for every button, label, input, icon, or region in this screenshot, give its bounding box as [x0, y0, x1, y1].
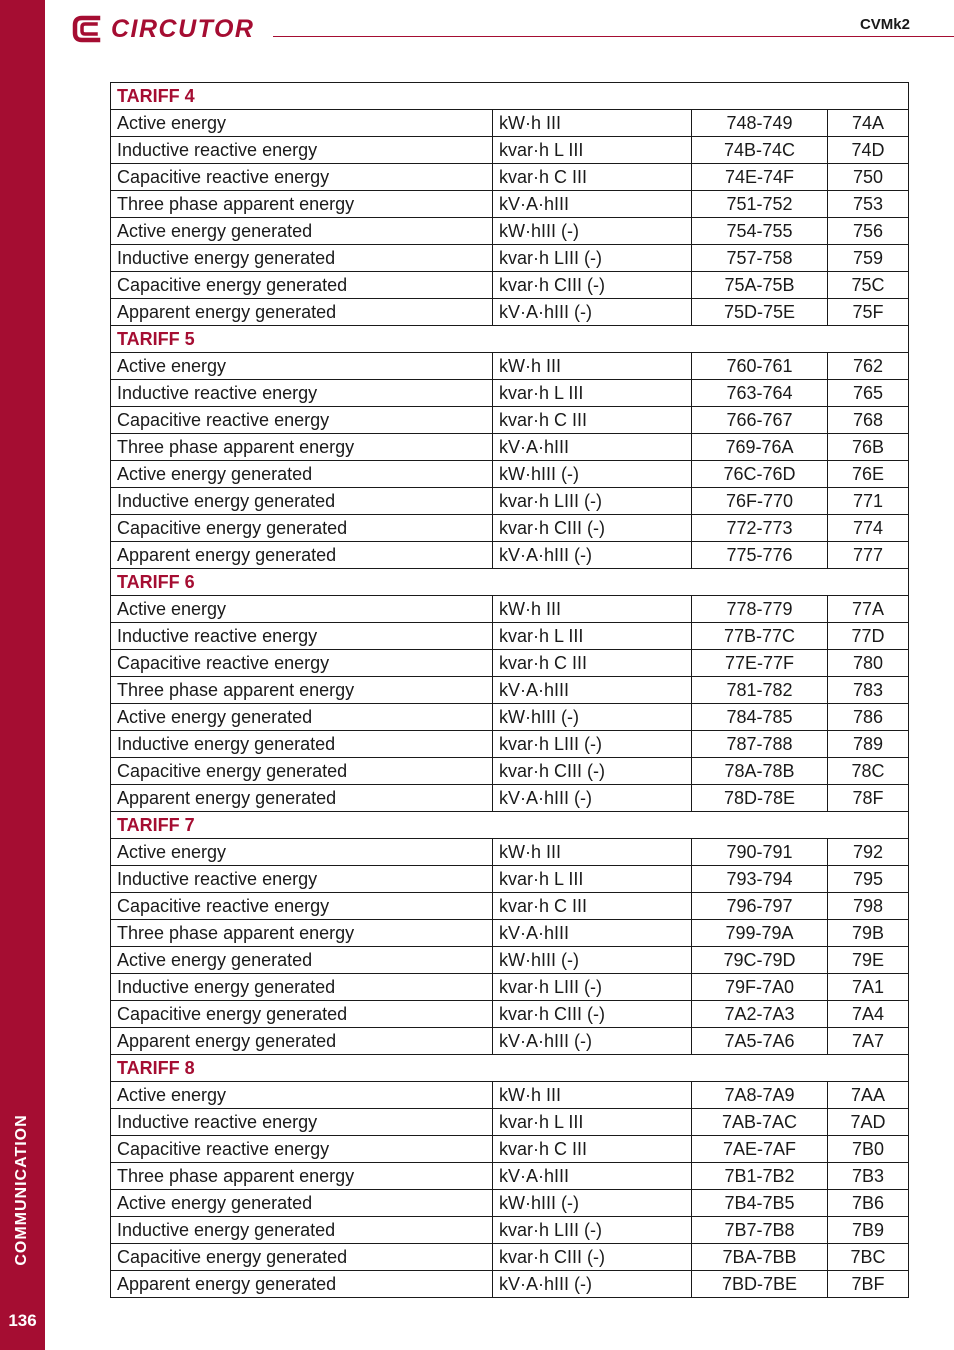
variable-name: Active energy [111, 1082, 493, 1109]
variable-name: Capacitive energy generated [111, 1244, 493, 1271]
modbus-register-table [110, 82, 909, 1298]
variable-name: Active energy [111, 839, 493, 866]
instant-address: 79C-79D [692, 947, 828, 974]
instant-address: 75A-75B [692, 272, 828, 299]
variable-name: Three phase apparent energy [111, 677, 493, 704]
unit: kV·A·hIII (-) [493, 542, 692, 569]
page-number: 136 [8, 1311, 37, 1330]
variable-name: Inductive reactive energy [111, 1109, 493, 1136]
variable-name: Inductive energy generated [111, 245, 493, 272]
table-row [111, 839, 909, 866]
variable-name: Apparent energy generated [111, 1028, 493, 1055]
header-rule [273, 36, 954, 37]
max-address: 76B [828, 434, 909, 461]
instant-address: 78D-78E [692, 785, 828, 812]
max-address: 777 [828, 542, 909, 569]
max-address: 7AA [828, 1082, 909, 1109]
unit: kvar·h C III [493, 650, 692, 677]
variable-name: Capacitive energy generated [111, 758, 493, 785]
variable-name: Active energy generated [111, 947, 493, 974]
tariff-title: TARIFF 5 [111, 326, 909, 353]
unit: kvar·h L III [493, 866, 692, 893]
instant-address: 7B7-7B8 [692, 1217, 828, 1244]
max-address: 77D [828, 623, 909, 650]
tariff-header-row [111, 83, 909, 110]
unit: kW·h III [493, 353, 692, 380]
table-row [111, 272, 909, 299]
variable-name: Capacitive energy generated [111, 1001, 493, 1028]
unit: kW·hIII (-) [493, 218, 692, 245]
variable-name: Inductive reactive energy [111, 623, 493, 650]
max-address: 798 [828, 893, 909, 920]
instant-address: 787-788 [692, 731, 828, 758]
unit: kV·A·hIII [493, 920, 692, 947]
max-address: 771 [828, 488, 909, 515]
instant-address: 7A5-7A6 [692, 1028, 828, 1055]
max-address: 774 [828, 515, 909, 542]
instant-address: 7BA-7BB [692, 1244, 828, 1271]
max-address: 7B3 [828, 1163, 909, 1190]
max-address: 750 [828, 164, 909, 191]
table-row [111, 920, 909, 947]
variable-name: Apparent energy generated [111, 299, 493, 326]
instant-address: 799-79A [692, 920, 828, 947]
unit: kW·hIII (-) [493, 1190, 692, 1217]
instant-address: 79F-7A0 [692, 974, 828, 1001]
instant-address: 775-776 [692, 542, 828, 569]
instant-address: 790-791 [692, 839, 828, 866]
table-row [111, 1271, 909, 1298]
max-address: 783 [828, 677, 909, 704]
table-row [111, 191, 909, 218]
max-address: 7B9 [828, 1217, 909, 1244]
variable-name: Three phase apparent energy [111, 1163, 493, 1190]
unit: kvar·h LIII (-) [493, 1217, 692, 1244]
instant-address: 74E-74F [692, 164, 828, 191]
unit: kvar·h CIII (-) [493, 1244, 692, 1271]
unit: kvar·h C III [493, 407, 692, 434]
instant-address: 76F-770 [692, 488, 828, 515]
table-row [111, 515, 909, 542]
table-row [111, 650, 909, 677]
table-row [111, 731, 909, 758]
unit: kvar·h L III [493, 1109, 692, 1136]
table-row [111, 866, 909, 893]
table-row [111, 1217, 909, 1244]
instant-address: 793-794 [692, 866, 828, 893]
table-row [111, 1109, 909, 1136]
variable-name: Capacitive reactive energy [111, 407, 493, 434]
instant-address: 754-755 [692, 218, 828, 245]
max-address: 765 [828, 380, 909, 407]
variable-name: Apparent energy generated [111, 785, 493, 812]
instant-address: 7B1-7B2 [692, 1163, 828, 1190]
table-row [111, 1163, 909, 1190]
max-address: 79B [828, 920, 909, 947]
instant-address: 74B-74C [692, 137, 828, 164]
unit: kvar·h LIII (-) [493, 974, 692, 1001]
tariff-title: TARIFF 4 [111, 83, 909, 110]
variable-name: Inductive energy generated [111, 1217, 493, 1244]
unit: kvar·h CIII (-) [493, 1001, 692, 1028]
instant-address: 781-782 [692, 677, 828, 704]
unit: kvar·h CIII (-) [493, 758, 692, 785]
max-address: 780 [828, 650, 909, 677]
variable-name: Inductive energy generated [111, 731, 493, 758]
sidebar [0, 0, 45, 1350]
max-address: 756 [828, 218, 909, 245]
instant-address: 766-767 [692, 407, 828, 434]
instant-address: 7BD-7BE [692, 1271, 828, 1298]
table-row [111, 1028, 909, 1055]
instant-address: 76C-76D [692, 461, 828, 488]
table-row [111, 164, 909, 191]
variable-name: Active energy generated [111, 218, 493, 245]
table-row [111, 461, 909, 488]
instant-address: 763-764 [692, 380, 828, 407]
variable-name: Active energy generated [111, 1190, 493, 1217]
variable-name: Capacitive reactive energy [111, 893, 493, 920]
unit: kvar·h CIII (-) [493, 515, 692, 542]
unit: kvar·h L III [493, 380, 692, 407]
unit: kV·A·hIII [493, 191, 692, 218]
tariff-header-row [111, 812, 909, 839]
unit: kW·h III [493, 839, 692, 866]
variable-name: Apparent energy generated [111, 542, 493, 569]
instant-address: 769-76A [692, 434, 828, 461]
instant-address: 7A2-7A3 [692, 1001, 828, 1028]
max-address: 75C [828, 272, 909, 299]
variable-name: Capacitive energy generated [111, 515, 493, 542]
variable-name: Inductive reactive energy [111, 137, 493, 164]
max-address: 7B0 [828, 1136, 909, 1163]
table-row [111, 1244, 909, 1271]
instant-address: 778-779 [692, 596, 828, 623]
unit: kV·A·hIII [493, 434, 692, 461]
variable-name: Active energy generated [111, 461, 493, 488]
max-address: 762 [828, 353, 909, 380]
unit: kvar·h C III [493, 164, 692, 191]
unit: kvar·h C III [493, 1136, 692, 1163]
max-address: 795 [828, 866, 909, 893]
instant-address: 7A8-7A9 [692, 1082, 828, 1109]
tariff-header-row [111, 326, 909, 353]
max-address: 7A1 [828, 974, 909, 1001]
table-row [111, 137, 909, 164]
circutor-logo-icon [71, 13, 105, 45]
table-row [111, 758, 909, 785]
instant-address: 772-773 [692, 515, 828, 542]
unit: kV·A·hIII [493, 677, 692, 704]
table-row [111, 110, 909, 137]
table-row [111, 1190, 909, 1217]
variable-name: Active energy [111, 110, 493, 137]
max-address: 789 [828, 731, 909, 758]
unit: kV·A·hIII (-) [493, 1028, 692, 1055]
unit: kV·A·hIII (-) [493, 1271, 692, 1298]
unit: kV·A·hIII (-) [493, 299, 692, 326]
unit: kvar·h CIII (-) [493, 272, 692, 299]
table-row [111, 488, 909, 515]
unit: kV·A·hIII [493, 1163, 692, 1190]
instant-address: 7AE-7AF [692, 1136, 828, 1163]
variable-name: Capacitive reactive energy [111, 164, 493, 191]
max-address: 76E [828, 461, 909, 488]
tariff-title: TARIFF 6 [111, 569, 909, 596]
max-address: 74D [828, 137, 909, 164]
unit: kvar·h L III [493, 623, 692, 650]
instant-address: 7AB-7AC [692, 1109, 828, 1136]
max-address: 7BC [828, 1244, 909, 1271]
variable-name: Capacitive reactive energy [111, 650, 493, 677]
table-row [111, 218, 909, 245]
table-row [111, 704, 909, 731]
variable-name: Inductive energy generated [111, 974, 493, 1001]
variable-name: Active energy generated [111, 704, 493, 731]
table-row [111, 623, 909, 650]
tariff-title: TARIFF 8 [111, 1055, 909, 1082]
unit: kW·h III [493, 596, 692, 623]
section-label: COMMUNICATION [13, 1114, 30, 1266]
unit: kW·h III [493, 1082, 692, 1109]
unit: kvar·h C III [493, 893, 692, 920]
variable-name: Capacitive energy generated [111, 272, 493, 299]
instant-address: 796-797 [692, 893, 828, 920]
instant-address: 748-749 [692, 110, 828, 137]
instant-address: 760-761 [692, 353, 828, 380]
brand-name: CIRCUTOR [111, 14, 255, 43]
table-row [111, 299, 909, 326]
max-address: 75F [828, 299, 909, 326]
variable-name: Inductive reactive energy [111, 380, 493, 407]
max-address: 792 [828, 839, 909, 866]
instant-address: 78A-78B [692, 758, 828, 785]
unit: kV·A·hIII (-) [493, 785, 692, 812]
table-row [111, 1082, 909, 1109]
table-row [111, 1136, 909, 1163]
max-address: 77A [828, 596, 909, 623]
table-row [111, 353, 909, 380]
unit: kvar·h L III [493, 137, 692, 164]
tariff-title: TARIFF 7 [111, 812, 909, 839]
unit: kvar·h LIII (-) [493, 245, 692, 272]
max-address: 768 [828, 407, 909, 434]
brand-logo [71, 13, 254, 45]
tariff-header-row [111, 1055, 909, 1082]
table-row [111, 245, 909, 272]
instant-address: 77B-77C [692, 623, 828, 650]
max-address: 7BF [828, 1271, 909, 1298]
tariff-header-row [111, 569, 909, 596]
unit: kW·hIII (-) [493, 947, 692, 974]
variable-name: Active energy [111, 596, 493, 623]
variable-name: Three phase apparent energy [111, 920, 493, 947]
table-row [111, 893, 909, 920]
max-address: 78F [828, 785, 909, 812]
max-address: 78C [828, 758, 909, 785]
variable-name: Active energy [111, 353, 493, 380]
table-row [111, 542, 909, 569]
variable-name: Apparent energy generated [111, 1271, 493, 1298]
max-address: 753 [828, 191, 909, 218]
table-row [111, 974, 909, 1001]
product-code: CVMk2 [859, 16, 910, 33]
instant-address: 751-752 [692, 191, 828, 218]
unit: kW·hIII (-) [493, 461, 692, 488]
max-address: 79E [828, 947, 909, 974]
table-row [111, 1001, 909, 1028]
instant-address: 77E-77F [692, 650, 828, 677]
instant-address: 7B4-7B5 [692, 1190, 828, 1217]
instant-address: 75D-75E [692, 299, 828, 326]
unit: kvar·h LIII (-) [493, 488, 692, 515]
table-row [111, 434, 909, 461]
variable-name: Inductive energy generated [111, 488, 493, 515]
max-address: 7A7 [828, 1028, 909, 1055]
max-address: 7B6 [828, 1190, 909, 1217]
unit: kvar·h LIII (-) [493, 731, 692, 758]
variable-name: Inductive reactive energy [111, 866, 493, 893]
instant-address: 784-785 [692, 704, 828, 731]
instant-address: 757-758 [692, 245, 828, 272]
table-row [111, 596, 909, 623]
table-row [111, 785, 909, 812]
unit: kW·h III [493, 110, 692, 137]
variable-name: Three phase apparent energy [111, 191, 493, 218]
variable-name: Capacitive reactive energy [111, 1136, 493, 1163]
max-address: 74A [828, 110, 909, 137]
max-address: 786 [828, 704, 909, 731]
variable-name: Three phase apparent energy [111, 434, 493, 461]
max-address: 7A4 [828, 1001, 909, 1028]
unit: kW·hIII (-) [493, 704, 692, 731]
max-address: 7AD [828, 1109, 909, 1136]
max-address: 759 [828, 245, 909, 272]
table-row [111, 380, 909, 407]
table-row [111, 947, 909, 974]
table-row [111, 677, 909, 704]
table-row [111, 407, 909, 434]
